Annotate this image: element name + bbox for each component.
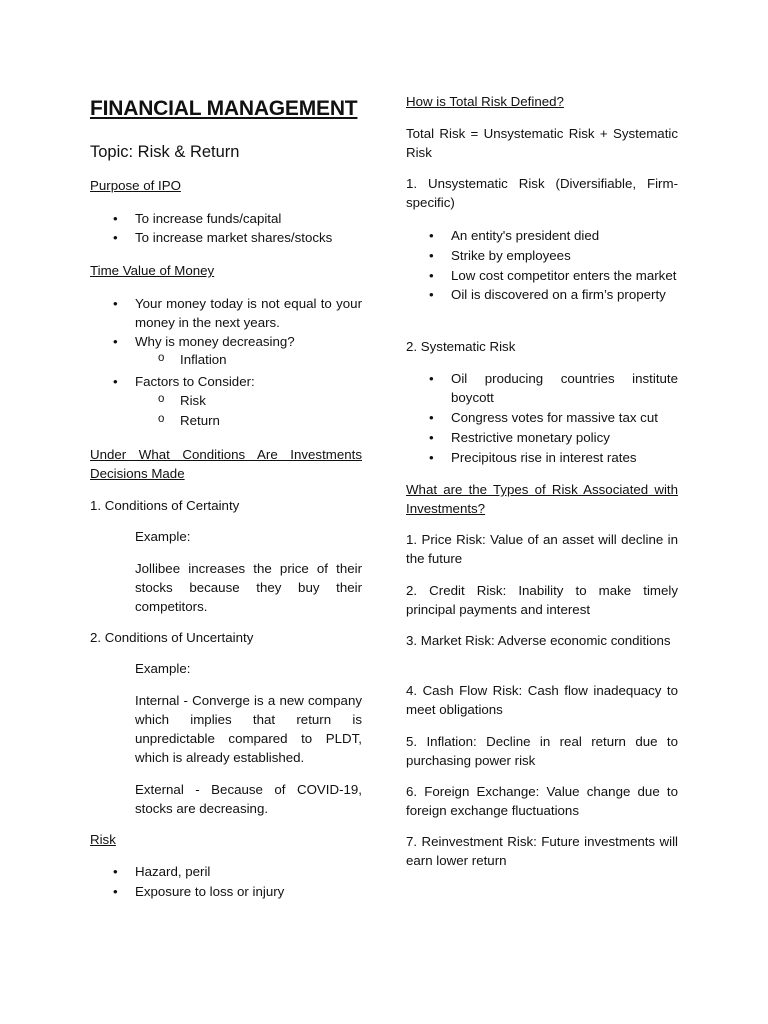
certainty-heading: 1. Conditions of Certainty bbox=[90, 498, 240, 513]
tvm-list bbox=[90, 294, 362, 430]
list-item: • Oil producing countries institute boycott bbox=[406, 369, 678, 407]
systematic-heading: 2. Systematic Risk bbox=[406, 339, 516, 354]
uncertainty-example-label: Example: bbox=[135, 661, 191, 676]
list-item: • Oil is discovered on a firm’s property bbox=[406, 285, 678, 304]
list-item: • Why is money decreasing? bbox=[90, 332, 362, 351]
sub-list-item: o Inflation bbox=[90, 350, 362, 369]
certainty-example-label: Example: bbox=[135, 529, 191, 544]
sub-list-item: o Return bbox=[90, 411, 362, 430]
uncertainty-heading: 2. Conditions of Uncertainty bbox=[90, 630, 254, 645]
list-item: • Congress votes for massive tax cut bbox=[406, 408, 678, 427]
tvm-heading: Time Value of Money bbox=[90, 263, 215, 278]
list-item: • To increase market shares/stocks bbox=[90, 228, 362, 247]
risk-heading: Risk bbox=[90, 832, 116, 847]
risk-type-item: 5. Inflation: Decline in real return due to purchasing power risk bbox=[406, 734, 678, 768]
list-item: • To increase funds/capital bbox=[90, 209, 362, 228]
list-item: • Hazard, peril bbox=[90, 862, 362, 881]
total-risk-formula: Total Risk = Unsystematic Risk + Systematic Risk bbox=[406, 126, 678, 160]
total-risk-heading: How is Total Risk Defined? bbox=[406, 94, 564, 109]
unsystematic-list bbox=[406, 226, 678, 304]
list-item: • Exposure to loss or injury bbox=[90, 882, 362, 901]
internal-example: Internal - Converge is a new company which implies that return is unpredictable compared to PLDT, which is already established. bbox=[135, 693, 362, 765]
risk-types-heading: What are the Types of Risk Associated with Investments? bbox=[406, 482, 678, 516]
systematic-list bbox=[406, 369, 678, 467]
document-title: FINANCIAL MANAGEMENT bbox=[90, 97, 358, 120]
ipo-list bbox=[90, 209, 362, 247]
risk-type-item: 6. Foreign Exchange: Value change due to foreign exchange fluctuations bbox=[406, 784, 678, 818]
risk-type-item: 3. Market Risk: Adverse economic conditions bbox=[406, 633, 671, 648]
list-item: • Restrictive monetary policy bbox=[406, 428, 678, 447]
conditions-heading: Under What Conditions Are Investments Decisions Made bbox=[90, 447, 362, 481]
risk-type-item: 2. Credit Risk: Inability to make timely principal payments and interest bbox=[406, 583, 678, 617]
list-item: • Low cost competitor enters the market bbox=[406, 266, 678, 285]
topic-heading: Topic: Risk & Return bbox=[90, 143, 240, 161]
list-item: • Factors to Consider: bbox=[90, 372, 362, 391]
risk-type-item: 7. Reinvestment Risk: Future investments will earn lower return bbox=[406, 834, 678, 868]
risk-type-item: 4. Cash Flow Risk: Cash flow inadequacy to meet obligations bbox=[406, 683, 678, 717]
unsystematic-heading: 1. Unsystematic Risk (Diversifiable, Firm-specific) bbox=[406, 176, 678, 210]
risk-type-item: 1. Price Risk: Value of an asset will decline in the future bbox=[406, 532, 678, 566]
certainty-example: Jollibee increases the price of their stocks because they buy their competitors. bbox=[135, 561, 362, 614]
list-item: • An entity's president died bbox=[406, 226, 678, 245]
list-item: • Your money today is not equal to your money in the next years. bbox=[90, 294, 362, 332]
external-example: External - Because of COVID-19, stocks are decreasing. bbox=[135, 782, 362, 816]
sub-list-item: o Risk bbox=[90, 391, 362, 410]
ipo-heading: Purpose of IPO bbox=[90, 178, 181, 193]
risk-list bbox=[90, 862, 362, 901]
list-item: • Strike by employees bbox=[406, 246, 678, 265]
list-item: • Precipitous rise in interest rates bbox=[406, 448, 678, 467]
